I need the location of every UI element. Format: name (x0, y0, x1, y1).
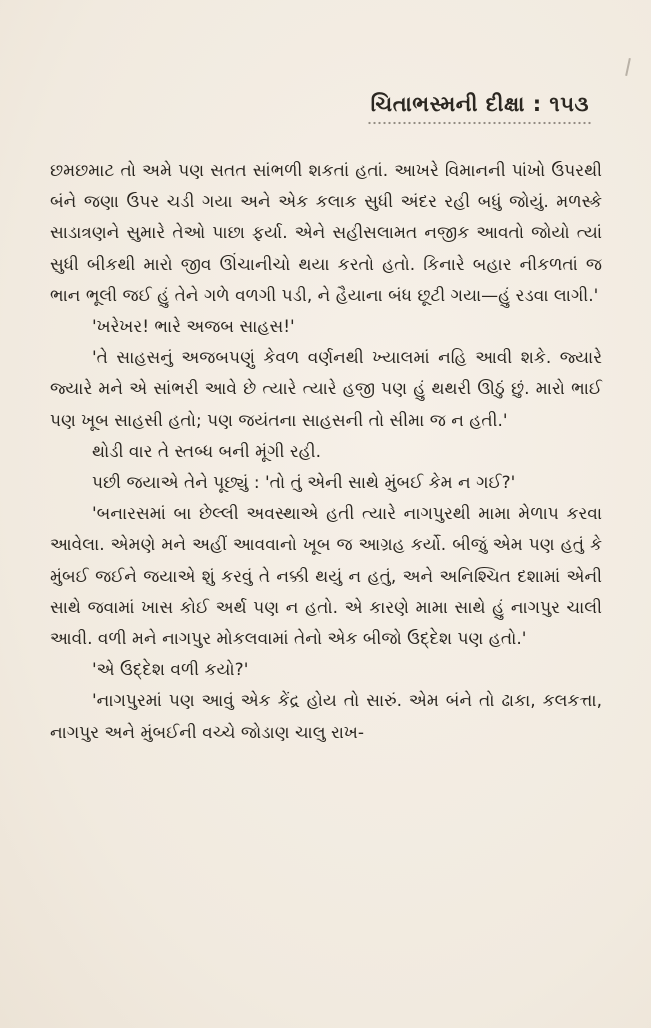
paragraph-5: પછી જયાએ તેને પૂછ્યું : 'તો તું એની સાથે મુંબઈ કેમ ન ગઈ?' (92, 473, 516, 494)
paragraph-8: 'નાગપુરમાં પણ આવું એક કેંદ્ર હોય તો સારું. એમ બંને તો ઢાકા, કલકત્તા, નાગપુર અને મુંબઈની વચ્ચે જોડાણ ચાલુ રાખ- (50, 691, 602, 743)
paragraph-2: 'ખરેખર! ભારે અજબ સાહસ!' (92, 317, 295, 338)
running-header (371, 92, 589, 117)
paragraph-3: 'તે સાહસનું અજબપણું કેવળ વર્ણનથી ખ્યાલમાં નહિ આવી શકે. જ્યારે જ્યારે મને એ સાંભરી આવે છે ત્યારે ત્યારે હજી પણ હું થથરી ઊઠું છું. મારો ભાઈ પણ ખૂબ સાહસી હતો; પણ જયંતના સાહસની તો સીમા જ ન હતી.' (50, 348, 602, 431)
paragraph-7: 'એ ઉદ્દેશ વળી કયો?' (92, 660, 249, 681)
paragraph-1: છમછમાટ તો અમે પણ સતત સાંભળી શકતાં હતાં. આખરે વિમાનની પાંખો ઉપરથી બંને જણા ઉપર ચડી ગયા અને એક કલાક સુધી અંદર રહી બધું જોયું. મળસ્કે સાડાત્રણને સુમારે તેઓ પાછા ફર્યા. એને સહીસલામત નજીક આવતો જોયો ત્યાં સુધી બીકથી મારો જીવ ઊંચાનીચો થયા કરતો હતો. કિનારે બહાર નીકળતાં જ ભાન ભૂલી જઈ હું તેને ગળે વળગી પડી, ને હૈયાના બંધ છૂટી ગયા—હું રડવા લાગી.' (50, 161, 602, 306)
paragraph-4: થોડી વાર તે સ્તબ્ધ બની મૂંગી રહી. (92, 441, 321, 462)
header-dotted-rule (367, 121, 593, 125)
running-header-text: ચિતાભસ્મની દીક્ષા : ૧૫૩ (370, 92, 589, 116)
margin-pencil-mark (625, 58, 631, 76)
paragraph-6: 'બનારસમાં બા છેલ્લી અવસ્થાએ હતી ત્યારે નાગપુરથી મામા મેળાપ કરવા આવેલા. એમણે મને અહીં આવવાનો ખૂબ જ આગ્રહ કર્યો. બીજું એમ પણ હતું કે મુંબઈ જઈને જયાએ શું કરવું તે નક્કી થયું ન હતું, અને અનિશ્ચિત દશામાં એની સાથે જવામાં ખાસ કોઈ અર્થ પણ ન હતો. એ કારણે મામા સાથે હું નાગપુર ચાલી આવી. વળી મને નાગપુર મોકલવામાં તેનો એક બીજો ઉદ્દેશ પણ હતો.' (50, 504, 602, 650)
body-text (50, 156, 602, 749)
